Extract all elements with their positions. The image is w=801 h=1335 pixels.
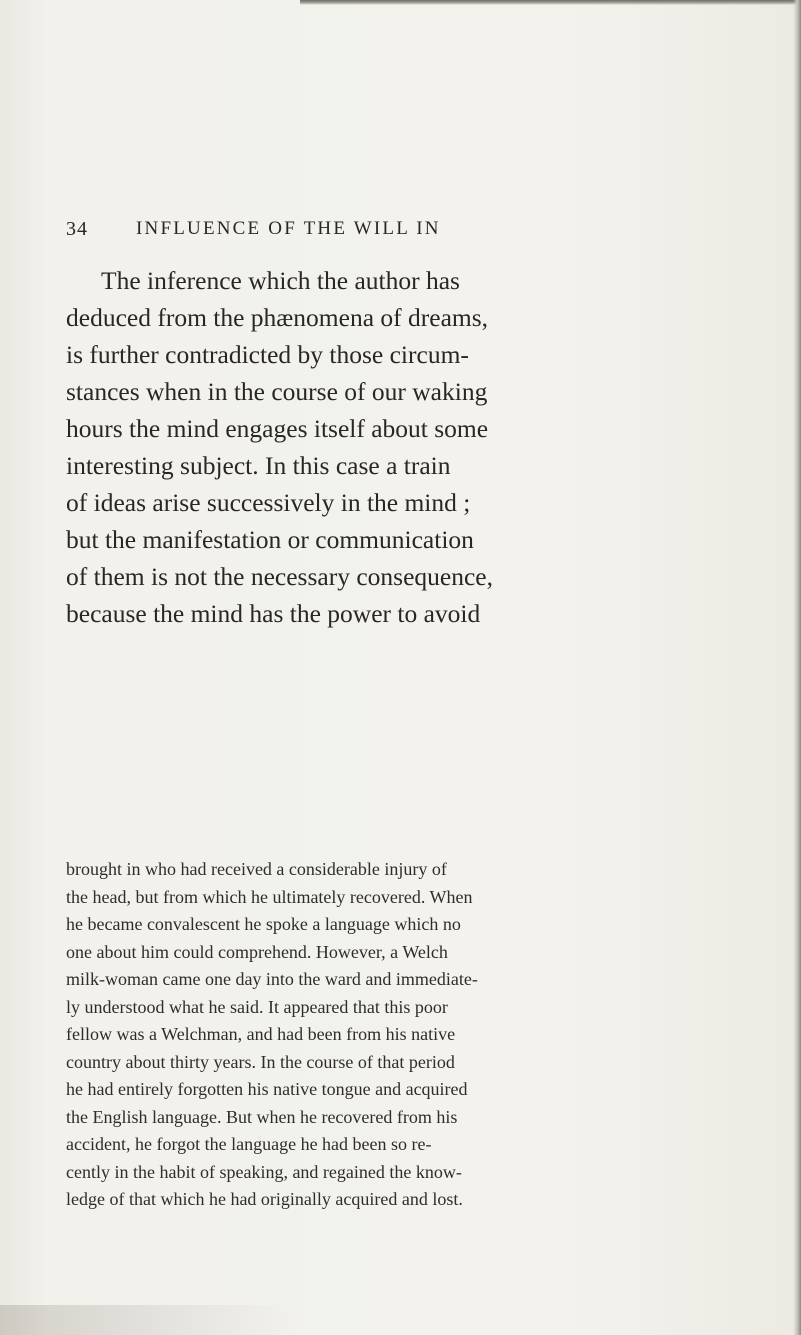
page-top-edge-shadow	[300, 0, 801, 5]
body-line: because the mind has the power to avoid	[66, 599, 481, 628]
footnote-line: one about him could comprehend. However, a Welch	[66, 941, 448, 962]
page-number: 34	[66, 218, 88, 240]
running-title: INFLUENCE OF THE WILL IN	[136, 218, 441, 239]
page-right-edge-shadow	[793, 0, 801, 1335]
body-line: hours the mind engages itself about some	[66, 414, 489, 443]
footnote	[66, 856, 730, 1214]
running-head	[66, 216, 726, 242]
footnote-line: accident, he forgot the language he had been so re-	[66, 1134, 432, 1154]
body-line: stances when in the course of our waking	[66, 377, 488, 406]
footnote-line: brought in who had received a considerable injury of	[66, 859, 447, 879]
footnote-line: he became convalescent he spoke a language which no	[66, 914, 461, 934]
body-line: interesting subject. In this case a train	[66, 451, 451, 480]
footnote-line: he had entirely forgotten his native tongue and acquired	[66, 1079, 468, 1099]
body-line: of them is not the necessary consequence,	[66, 562, 493, 591]
footnote-line: milk-woman came one day into the ward and immediate-	[66, 969, 478, 989]
footnote-line: ly understood what he said. It appeared that this poor	[66, 996, 448, 1017]
footnote-line: the English language. But when he recovered from his	[66, 1106, 458, 1127]
footnote-line: cently in the habit of speaking, and regained the know-	[66, 1161, 462, 1182]
body-line: deduced from the phænomena of dreams,	[66, 303, 489, 332]
footnote-line: ledge of that which he had originally acquired and lost.	[66, 1189, 463, 1209]
body-line: The inference which the author has	[101, 266, 460, 295]
page-bottom-smudge	[0, 1305, 300, 1335]
body-line: but the manifestation or communication	[66, 525, 474, 554]
footnote-line: country about thirty years. In the course of that period	[66, 1051, 455, 1072]
body-line: is further contradicted by those circum-	[66, 340, 469, 369]
footnote-line: fellow was a Welchman, and had been from his native	[66, 1024, 456, 1044]
footnote-line: the head, but from which he ultimately recovered. When	[66, 886, 473, 907]
body-paragraph	[66, 262, 730, 632]
body-line: of ideas arise successively in the mind ;	[66, 488, 471, 517]
